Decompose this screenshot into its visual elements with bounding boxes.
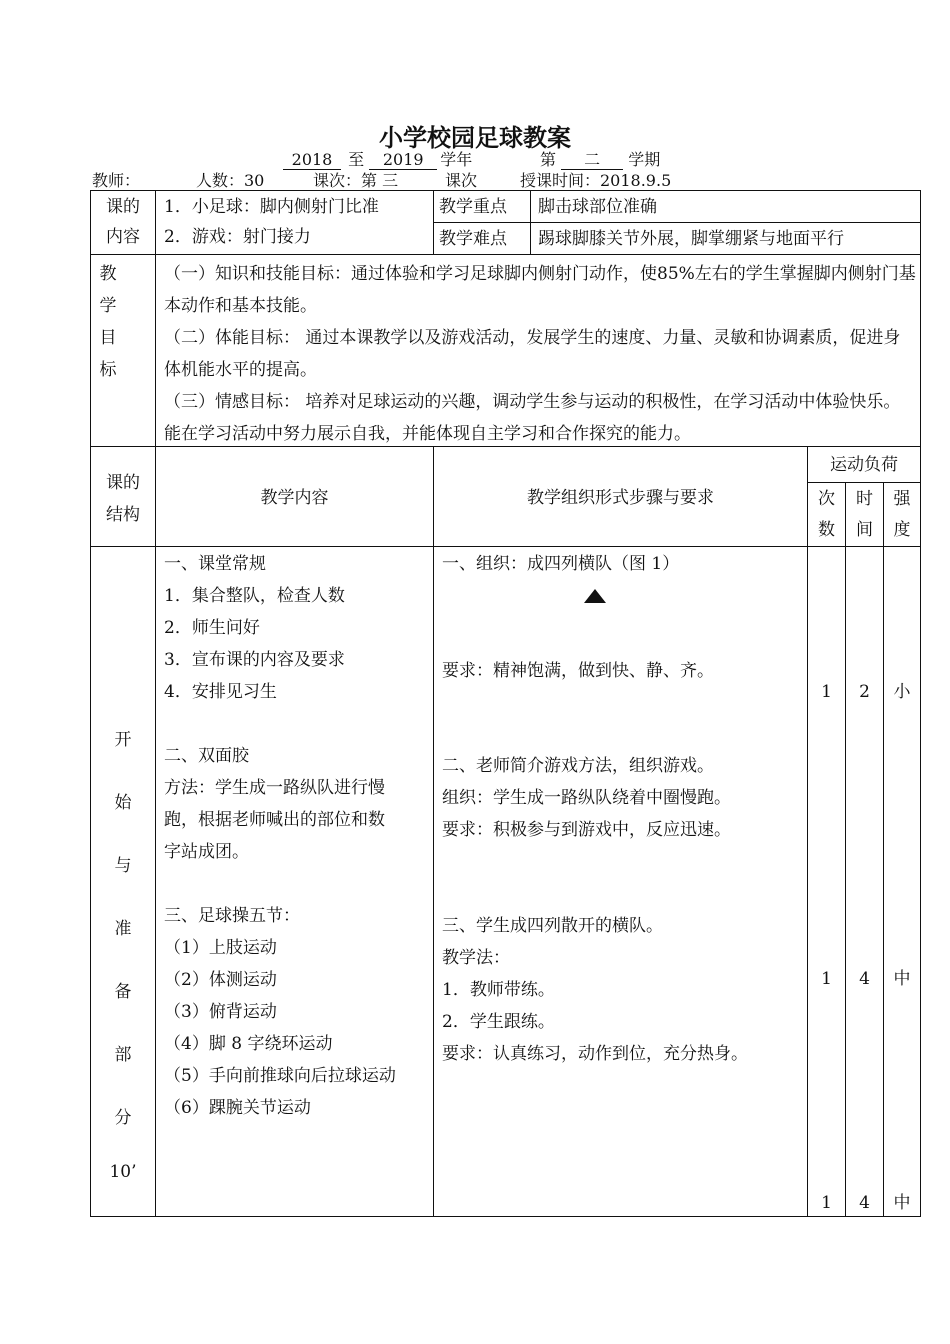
lesson-content-label: 课的 内容: [106, 197, 140, 247]
year-end: 2019: [369, 151, 437, 170]
content-spacer: [164, 708, 396, 740]
term-number: 二: [561, 151, 623, 170]
content-line: 字站成团。: [164, 842, 249, 862]
content-line: 二、双面胶: [164, 746, 249, 766]
load-duration-2: 4: [859, 969, 870, 989]
school-year-label: 学年: [440, 150, 473, 169]
goal-knowledge: （一）知识和技能目标：通过体验和学习足球脚内侧射门动作，使85%左右的学生掌握脚内侧射门基本动作和基本技能。: [164, 264, 916, 316]
year-start: 2018: [283, 151, 341, 170]
section-content: [164, 548, 396, 1124]
content-line: （6）踝腕关节运动: [164, 1098, 311, 1118]
load-times-2: 1: [821, 969, 832, 989]
duration-header: 时 间: [856, 489, 873, 540]
content-line: 2．师生问好: [164, 618, 260, 638]
org-block-1-title: 一、组织：成四列横队（图 1）: [442, 554, 680, 574]
load-duration-1: 2: [859, 682, 870, 702]
teacher-label: 教师：: [92, 171, 141, 190]
content-line: （1）上肢运动: [164, 938, 277, 958]
teacher-triangle-icon: [584, 588, 606, 607]
school-year-line: [283, 147, 472, 170]
goal-emotion: （三）情感目标： 培养对足球运动的兴趣，调动学生参与运动的积极性，在学习活动中体验快乐。能在学习活动中努力展示自我，并能体现自主学习和合作探究的能力。: [164, 392, 901, 444]
lesson-suffix: 课次: [445, 171, 478, 190]
content-spacer: [164, 868, 396, 900]
load-duration-3: 4: [859, 1193, 870, 1213]
org-block-2: 二、老师简介游戏方法，组织游戏。 组织：学生成一路纵队绕着中圈慢跑。 要求：积极参与到游戏中，反应迅速。: [442, 756, 731, 840]
content-line: （2）体测运动: [164, 970, 277, 990]
content-item-1: 1．小足球：脚内侧射门比准: [164, 197, 379, 217]
difficulty-label: 教学难点: [439, 229, 507, 249]
load-times-1: 1: [821, 682, 832, 702]
term-label: 学期: [628, 150, 661, 169]
content-line: 三、足球操五节：: [164, 906, 300, 926]
content-line: （3）俯背运动: [164, 1002, 277, 1022]
times-header: 次 数: [818, 489, 835, 540]
lesson-number: 课次：第 三: [313, 171, 399, 190]
structure-label: 课的 结构: [106, 473, 140, 525]
key-point-value: 脚击球部位准确: [538, 197, 657, 217]
goals-label: 教 学 目 标: [99, 264, 117, 380]
term-line: [540, 147, 660, 170]
to-label: 至: [348, 150, 365, 169]
content-line: 方法：学生成一路纵队进行慢: [164, 778, 385, 798]
content-line: （4）脚 8 字绕环运动: [164, 1034, 333, 1054]
section-duration: 10’: [109, 1162, 137, 1182]
lesson-date: 授课时间：2018.9.5: [520, 171, 672, 190]
content-line: 跑，根据老师喊出的部位和数: [164, 810, 385, 830]
key-point-label: 教学重点: [439, 197, 507, 217]
di-label: 第: [540, 150, 557, 169]
intensity-header: 强 度: [893, 489, 911, 540]
load-intensity-2: 中: [893, 969, 911, 989]
content-column-header: 教学内容: [260, 488, 329, 508]
page-title: 小学校园足球教案: [379, 123, 571, 152]
content-line: 4．安排见习生: [164, 682, 277, 702]
load-times-3: 1: [821, 1193, 832, 1213]
org-block-1-requirement: 要求：精神饱满，做到快、静、齐。: [442, 661, 714, 681]
content-line: 3．宣布课的内容及要求: [164, 650, 345, 670]
org-column-header: 教学组织形式步骤与要求: [527, 488, 714, 508]
load-intensity-3: 中: [893, 1193, 911, 1213]
lesson-content-items: [164, 192, 379, 252]
goal-fitness: （二）体能目标： 通过本课教学以及游戏活动，发展学生的速度、力量、灵敏和协调素质，促进身体机能水平的提高。: [164, 328, 901, 380]
content-line: 一、课堂常规: [164, 554, 266, 574]
load-column-header: 运动负荷: [830, 455, 898, 475]
org-block-3: 三、学生成四列散开的横队。 教学法： 1．教师带练。 2．学生跟练。 要求：认真练习，动作到位，充分热身。: [442, 916, 748, 1064]
student-count: 人数：30: [196, 171, 265, 190]
section-label: 开 始 与 准 备 部 分: [114, 730, 132, 1128]
content-line: 1．集合整队，检查人数: [164, 586, 345, 606]
content-item-2: 2．游戏：射门接力: [164, 227, 311, 247]
content-line: （5）手向前推球向后拉球运动: [164, 1066, 396, 1086]
load-intensity-1: 小: [893, 682, 911, 702]
difficulty-value: 踢球脚膝关节外展，脚掌绷紧与地面平行: [538, 229, 844, 249]
goals-text: [164, 258, 916, 450]
